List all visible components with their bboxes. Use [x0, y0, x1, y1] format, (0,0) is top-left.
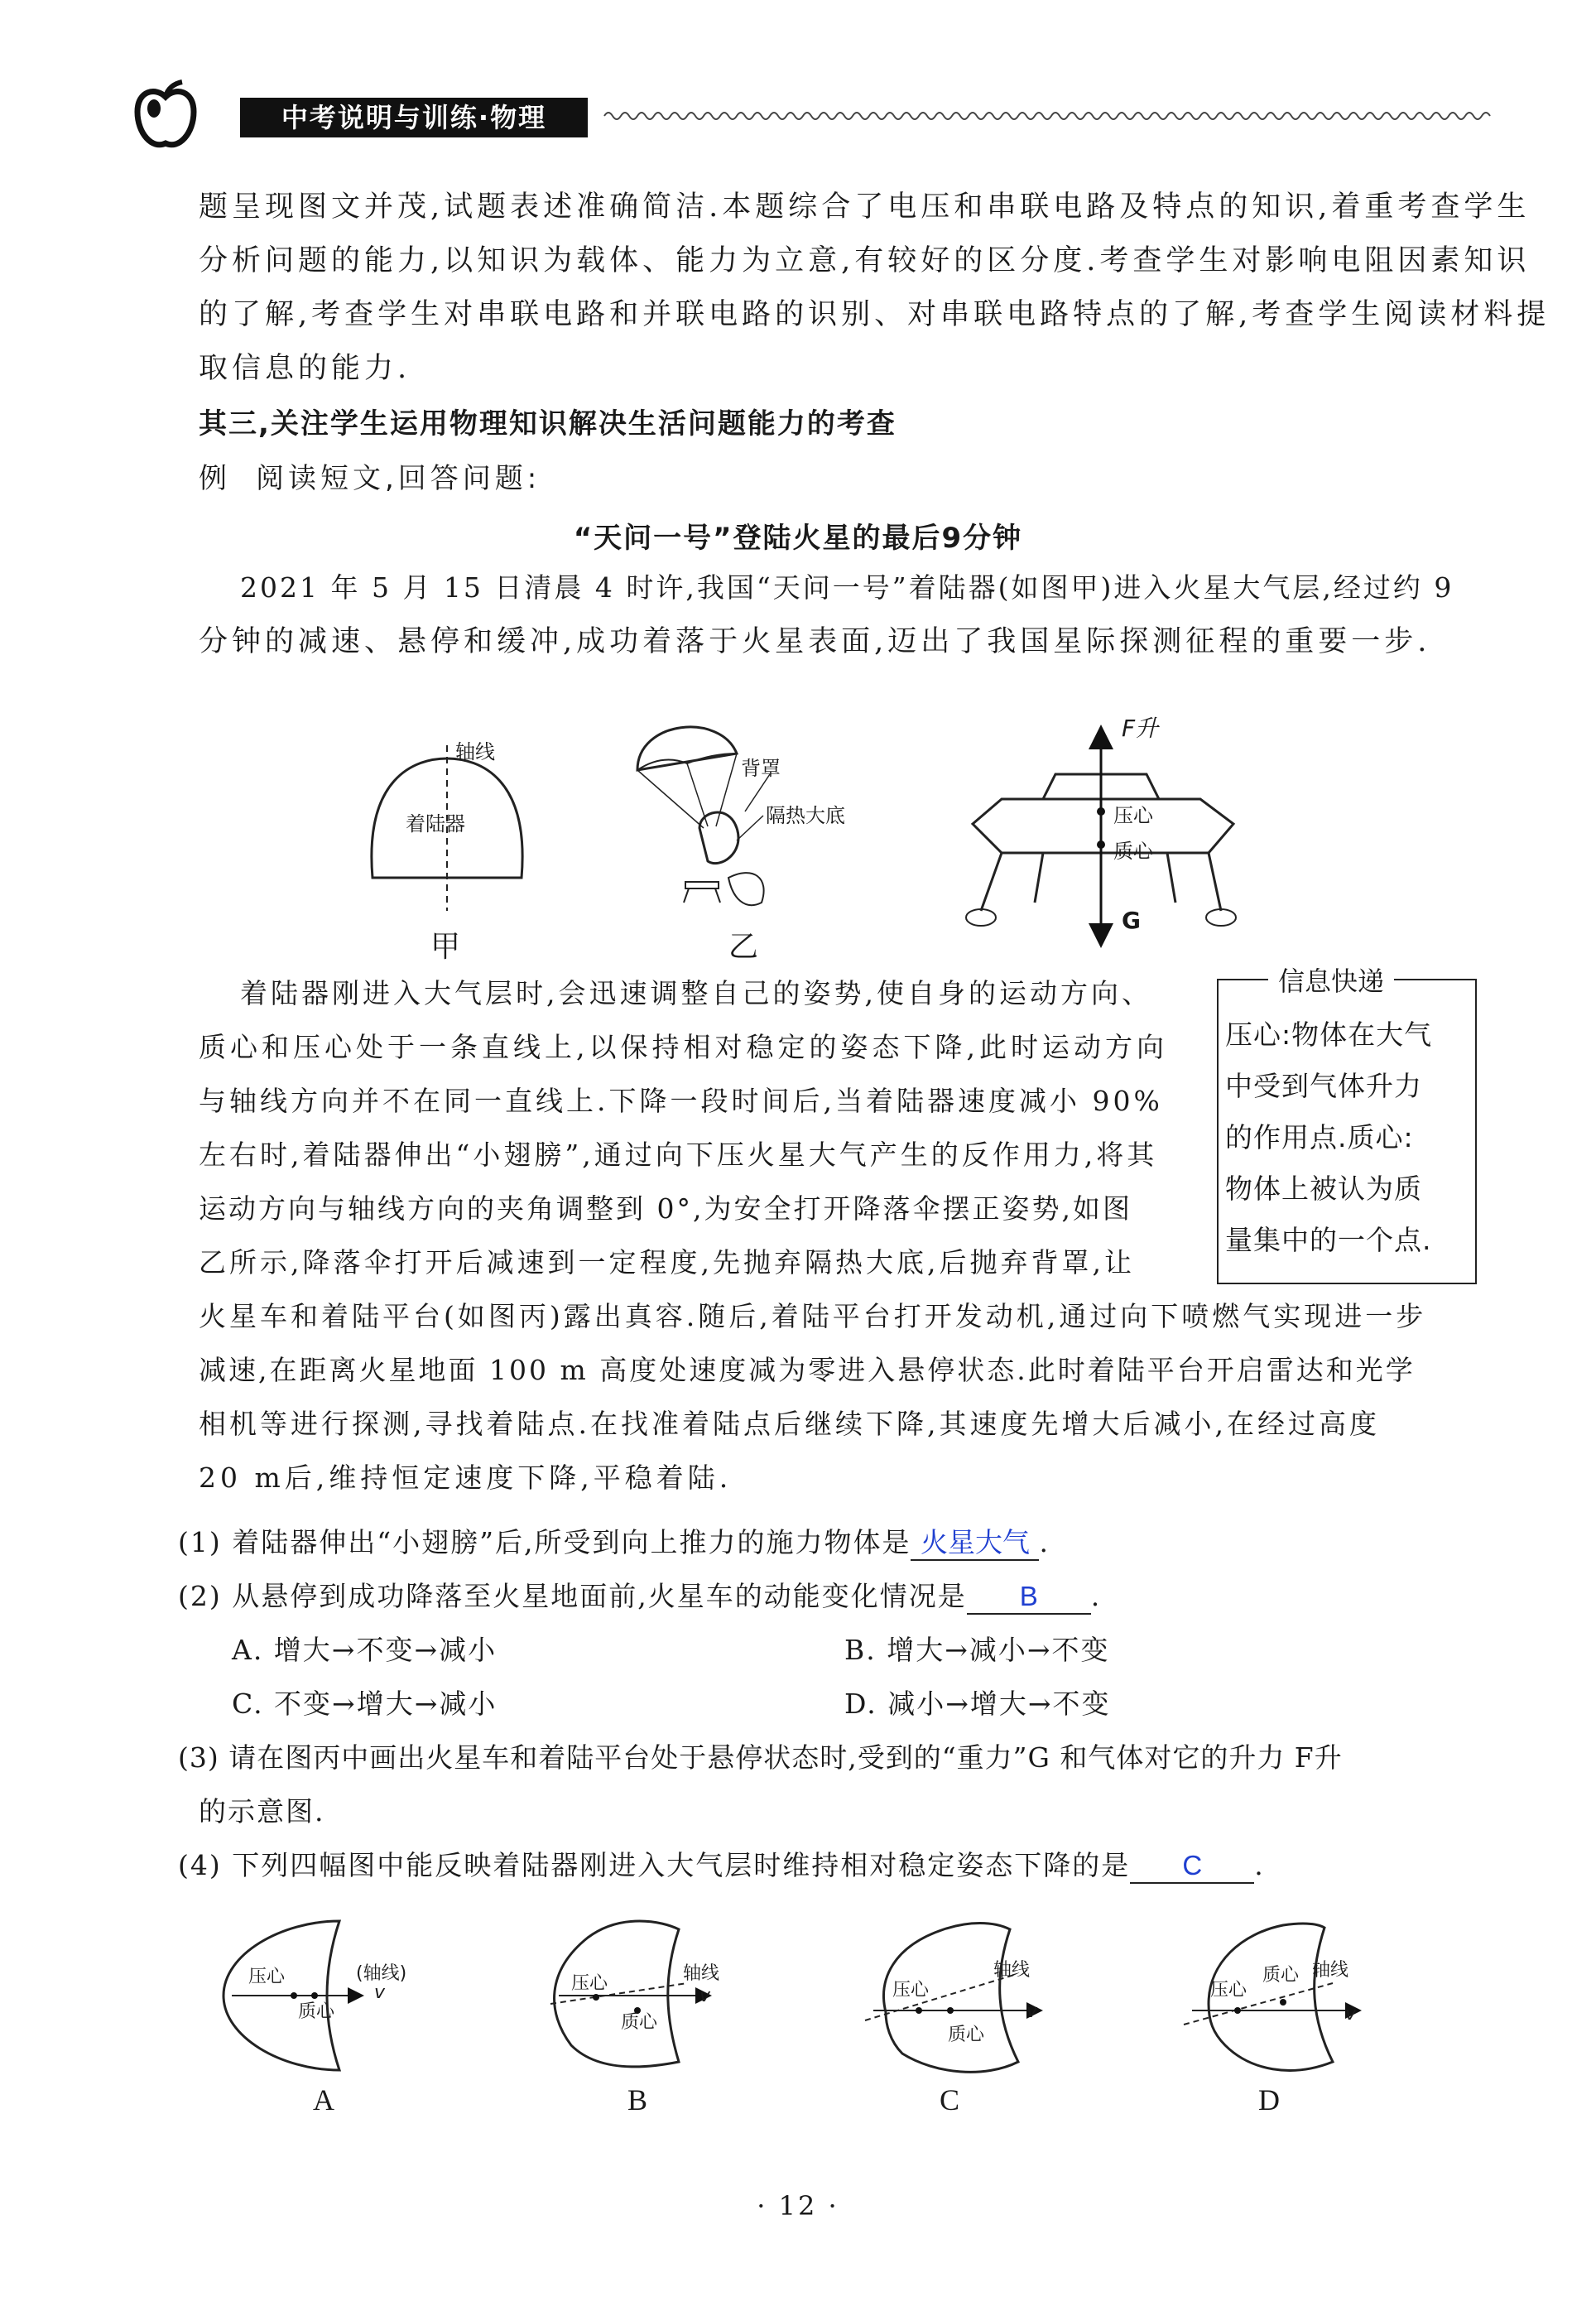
- article-line-11: 相机等进行探测,寻找着陆点.在找准着陆点后继续下降,其速度先增大后减小,在经过高度: [199, 1408, 1380, 1440]
- question-1: [178, 1526, 1469, 1561]
- article-line-4: 质心和压心处于一条直线上,以保持相对稳定的姿态下降,此时运动方向: [199, 1031, 1168, 1063]
- article-line-12: 20 m后,维持恒定速度下降,平稳着陆.: [199, 1461, 733, 1494]
- choice-d-axis: 轴线: [1312, 1960, 1349, 1981]
- choice-d-v: v: [1345, 2004, 1357, 2025]
- figure-bing-platform: [960, 704, 1275, 961]
- choice-d-mass: 质心: [1262, 1965, 1300, 1986]
- article-title: “天问一号”登陆火星的最后9分钟: [573, 522, 1023, 555]
- example-line: [199, 462, 1490, 495]
- info-box-line-4: 物体上被认为质: [1225, 1173, 1422, 1205]
- option-d: D. 减小→增大→不变: [844, 1688, 1111, 1720]
- question-2-answer: B: [967, 1580, 1091, 1615]
- info-box: [1217, 965, 1477, 1284]
- figure-bing-pressure-label: 压心: [1113, 804, 1153, 827]
- question-3-line-1: (3) 请在图丙中画出火星车和着陆平台处于悬停状态时,受到的“重力”G 和气体对它的升力 F升: [178, 1741, 1343, 1774]
- article-line-10: 减速,在距离火星地面 100 m 高度处速度减为零进入悬停状态.此时着陆平台开启雷达和光学: [199, 1354, 1416, 1386]
- choice-d-letter: D: [1258, 2083, 1280, 2116]
- article-line-5: 与轴线方向并不在同一直线上.下降一段时间后,当着陆器速度减小 90%: [199, 1085, 1163, 1117]
- figure-jia-body-label: 着陆器: [406, 812, 465, 835]
- choice-a-v: v: [374, 1982, 386, 2003]
- choice-figure-a: [215, 1913, 430, 2078]
- choice-a-mass: 质心: [298, 2001, 335, 2022]
- page-number: · 12 ·: [757, 2190, 839, 2222]
- choice-c-v: v: [1026, 2001, 1038, 2022]
- question-4: [178, 1849, 1469, 1884]
- figure-bing-force-down: G: [1122, 907, 1141, 934]
- section-heading: 其三,关注学生运用物理知识解决生活问题能力的考查: [199, 407, 897, 441]
- header-title-bar: [240, 98, 588, 137]
- question-4-text: (4) 下列四幅图中能反映着陆器刚进入大气层时维持相对稳定姿态下降的是: [178, 1849, 1131, 1881]
- choice-a-letter: A: [313, 2083, 334, 2116]
- intro-line-1: 题呈现图文并茂,试题表述准确简洁.本题综合了电压和串联电路及特点的知识,着重考查学生: [199, 190, 1531, 224]
- choice-a-pressure: 压心: [248, 1967, 286, 1987]
- choice-c-pressure: 压心: [892, 1980, 930, 2001]
- question-2: [178, 1580, 1469, 1615]
- choice-c-axis: 轴线: [993, 1960, 1031, 1981]
- choice-a-axis: (轴线): [356, 1963, 407, 1984]
- option-b: B. 增大→减小→不变: [844, 1634, 1110, 1666]
- article-line-9: 火星车和着陆平台(如图丙)露出真容.随后,着陆平台打开发动机,通过向下喷燃气实现进一步: [199, 1300, 1427, 1332]
- intro-line-4: 取信息的能力.: [199, 352, 411, 385]
- option-a: A. 增大→不变→减小: [232, 1634, 498, 1666]
- info-box-title: 信息快递: [1268, 961, 1394, 999]
- choice-b-letter: B: [627, 2083, 648, 2116]
- article-line-7: 运动方向与轴线方向的夹角调整到 0°,为安全打开降落伞摆正姿势,如图: [199, 1192, 1132, 1225]
- logo-apple-icon: [132, 79, 199, 153]
- figure-bing-mass-label: 质心: [1113, 840, 1153, 863]
- question-2-text: (2) 从悬停到成功降落至火星地面前,火星车的动能变化情况是: [178, 1580, 967, 1612]
- choice-b-pressure: 压心: [571, 1973, 608, 1994]
- example-label: 例: [199, 462, 231, 495]
- header-book-title: 中考说明与训练·物理: [281, 102, 547, 133]
- option-c: C. 不变→增大→减小: [232, 1688, 498, 1720]
- choice-c-letter: C: [940, 2083, 960, 2116]
- figure-yi-back-label: 背罩: [741, 757, 781, 780]
- article-line-1: 2021 年 5 月 15 日清晨 4 时许,我国“天问一号”着陆器(如图甲)进入火星大气层,经过约 9: [240, 571, 1454, 604]
- question-1-answer: 火星大气: [911, 1526, 1039, 1561]
- header-wavy-line: [604, 108, 1498, 124]
- choice-figure-b: [538, 1913, 753, 2078]
- article-line-2: 分钟的减速、悬停和缓冲,成功着落于火星表面,迈出了我国星际探测征程的重要一步.: [199, 625, 1431, 658]
- question-3-line-2: 的示意图.: [199, 1795, 325, 1827]
- figure-jia-caption: 甲: [430, 930, 461, 963]
- question-4-end: .: [1254, 1849, 1265, 1881]
- info-box-line-3: 的作用点.质心:: [1225, 1121, 1414, 1153]
- intro-line-3: 的了解,考查学生对串联电路和并联电路的识别、对串联电路特点的了解,考查学生阅读材料提: [199, 298, 1550, 331]
- choice-c-mass: 质心: [948, 2025, 985, 2045]
- choice-b-axis: 轴线: [683, 1963, 720, 1984]
- intro-line-2: 分析问题的能力,以知识为载体、能力为立意,有较好的区分度.考查学生对影响电阻因素知识: [199, 244, 1531, 277]
- question-4-answer: C: [1130, 1849, 1254, 1884]
- choice-figure-d: [1175, 1913, 1391, 2078]
- choice-b-mass: 质心: [621, 2012, 658, 2033]
- example-prompt: 阅读短文,回答问题:: [256, 462, 541, 495]
- question-2-end: .: [1090, 1580, 1102, 1612]
- info-box-line-1: 压心:物体在大气: [1225, 1018, 1433, 1051]
- info-box-line-5: 量集中的一个点.: [1225, 1224, 1432, 1256]
- question-1-text: (1) 着陆器伸出“小翅膀”后,所受到向上推力的施力物体是: [178, 1526, 911, 1558]
- article-line-8: 乙所示,降落伞打开后减速到一定程度,先抛弃隔热大底,后抛弃背罩,让: [199, 1246, 1135, 1278]
- question-1-end: .: [1039, 1526, 1050, 1558]
- figure-jia-axis-label: 轴线: [455, 740, 495, 763]
- article-line-3: 着陆器刚进入大气层时,会迅速调整自己的姿势,使自身的运动方向、: [240, 977, 1152, 1009]
- info-box-line-2: 中受到气体升力: [1225, 1070, 1422, 1102]
- figure-bing-force-up: F升: [1122, 715, 1159, 742]
- choice-b-v: v: [699, 1986, 711, 2006]
- figure-yi-caption: 乙: [728, 930, 759, 963]
- article-line-6: 左右时,着陆器伸出“小翅膀”,通过向下压火星大气产生的反作用力,将其: [199, 1139, 1158, 1171]
- choice-d-pressure: 压心: [1210, 1980, 1247, 2001]
- figure-yi-shield-label: 隔热大底: [766, 804, 845, 827]
